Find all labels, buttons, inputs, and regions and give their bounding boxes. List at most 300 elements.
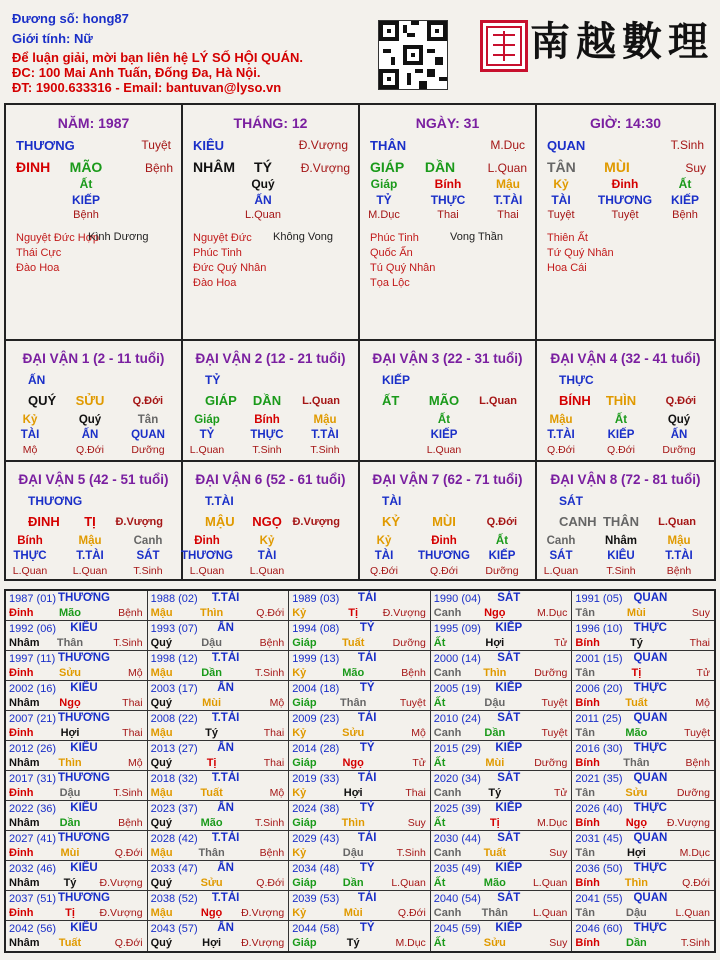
year-cell [289, 681, 431, 711]
year-god: THƯƠNG [58, 772, 110, 784]
year-label: 2007 (21) [9, 713, 57, 725]
hidden-stem: Mậu [667, 535, 691, 547]
hidden-status: Tuyệt [611, 209, 639, 221]
year-god: KIÊU [70, 742, 98, 754]
year-cell [6, 711, 148, 741]
year-branch: Mão [625, 727, 648, 739]
year-branch: Thân [481, 907, 508, 919]
year-branch: Thìn [624, 877, 648, 889]
year-cell [148, 621, 290, 651]
pillar-stem: TÂN [547, 159, 576, 175]
year-status: Đ.Vượng [99, 907, 143, 919]
year-branch: Tị [348, 607, 359, 619]
year-god: KIẾP [495, 682, 523, 694]
star-item: Đức Quý Nhân [193, 262, 267, 274]
year-branch: Dần [626, 937, 647, 949]
year-status: Thai [263, 757, 285, 769]
year-cell [6, 621, 148, 651]
year-god: QUAN [633, 652, 668, 664]
year-status: Tử [696, 667, 710, 679]
year-label: 2011 (25) [575, 713, 622, 725]
hidden-stem: Mậu [496, 177, 520, 191]
year-god: TỶ [359, 802, 375, 814]
year-status: T.Sinh [113, 637, 143, 649]
dai-van-god: SÁT [559, 494, 583, 508]
year-cell [572, 861, 714, 891]
dai-van-god: ẤN [28, 373, 46, 387]
pillar-branch: TÝ [254, 159, 272, 175]
dai-van-stem: MẬU [205, 514, 235, 529]
year-status: Bệnh [401, 667, 426, 679]
year-cell [289, 801, 431, 831]
year-stem: Đinh [9, 907, 34, 919]
year-label: 2034 (48) [292, 863, 340, 875]
year-label: 2042 (56) [9, 923, 57, 935]
dai-van-branch: DẦN [252, 393, 282, 408]
hidden-status: L.Quan [244, 209, 282, 221]
year-cell [6, 831, 148, 861]
year-god: KIÊU [70, 802, 98, 814]
year-branch: Tuất [341, 637, 365, 649]
gender: Giới tính: Nữ [12, 31, 93, 46]
hidden-stem: Nhâm [605, 535, 637, 547]
year-status: Q.Đới [114, 937, 143, 949]
year-status: L.Quan [391, 877, 426, 889]
pillar-branch: DẦN [424, 159, 456, 175]
pillar-god: QUAN [547, 138, 586, 153]
year-branch: Hợi [343, 787, 363, 799]
year-stem: Bính [575, 697, 600, 709]
year-cell [431, 891, 573, 921]
year-label: 1997 (11) [9, 653, 56, 665]
year-status: Bệnh [685, 757, 710, 769]
year-god: T.TÀI [211, 772, 240, 784]
year-status: T.Sinh [255, 667, 285, 679]
hidden-god: SÁT [549, 550, 573, 562]
year-stem: Đinh [9, 667, 34, 679]
hidden-status: Q.Đới [547, 444, 575, 456]
star-item: Quốc Ấn [370, 247, 413, 259]
year-god: THỰC [633, 802, 667, 814]
address: ĐC: 100 Mai Anh Tuấn, Đống Đa, Hà Nội. [12, 65, 261, 80]
hidden-stem: Mậu [313, 414, 337, 426]
year-god: THỰC [633, 742, 667, 754]
year-status: Bệnh [259, 847, 285, 859]
hidden-status: T.Sinh [133, 565, 163, 577]
dai-van-title: ĐẠI VẬN 8 (72 - 81 tuổi) [550, 472, 701, 487]
year-label: 2013 (27) [150, 743, 198, 755]
year-god: ẤN [217, 862, 234, 874]
dai-van-3 [360, 341, 537, 460]
year-cell [431, 831, 573, 861]
year-label: 2030 (44) [433, 833, 481, 845]
star-item: Hoa Cái [547, 262, 587, 274]
year-cell [289, 831, 431, 861]
star-item: Thái Cực [16, 247, 62, 259]
year-label: 1998 (12) [150, 653, 198, 665]
dai-van-grid [4, 341, 716, 581]
year-cell [6, 801, 148, 831]
year-cell [6, 891, 148, 921]
year-branch: Ngọ [200, 907, 223, 919]
year-status: Mộ [128, 667, 143, 679]
hidden-god: SÁT [136, 550, 160, 562]
year-branch: Tuất [483, 847, 506, 859]
year-label: 2046 (60) [575, 923, 623, 935]
year-god: SÁT [497, 592, 521, 604]
year-label: 2029 (43) [292, 833, 340, 845]
dai-van-title: ĐẠI VẬN 4 (32 - 41 tuổi) [550, 351, 701, 366]
year-branch: Mùi [202, 697, 222, 709]
star-item: Tứ Quý Nhân [547, 247, 614, 259]
pillar-0 [6, 105, 183, 339]
year-label: 1999 (13) [292, 653, 340, 665]
year-god: KIÊU [70, 622, 98, 634]
year-god: ẤN [217, 682, 234, 694]
hidden-god: T.TÀI [493, 193, 523, 207]
year-stem: Ất [433, 697, 446, 709]
year-status: Suy [549, 937, 568, 949]
year-stem: Quý [150, 937, 172, 949]
year-god: TÀI [357, 652, 377, 664]
star-item: Phúc Tinh [193, 247, 242, 259]
year-label: 2019 (33) [292, 773, 340, 785]
year-stem: Giáp [292, 937, 317, 949]
hidden-status: Q.Đới [430, 565, 458, 577]
pillar-status: Đ.Vượng [298, 138, 348, 152]
year-cell [289, 741, 431, 771]
hidden-status: L.Quan [249, 565, 285, 577]
year-label: 2027 (41) [9, 833, 57, 845]
dai-van-1 [6, 341, 183, 460]
year-stem: Giáp [292, 877, 317, 889]
hidden-stem: Bính [254, 414, 280, 426]
year-label: 2001 (15) [575, 653, 623, 665]
dai-van-stem: BÍNH [559, 393, 591, 408]
year-cell [572, 681, 714, 711]
year-branch: Tý [205, 727, 219, 739]
year-status: Mộ [695, 697, 710, 709]
year-stem: Giáp [292, 757, 317, 769]
year-status: Tuyệt [399, 697, 426, 709]
year-branch: Ngọ [342, 757, 364, 769]
hidden-status: Thai [437, 209, 459, 221]
year-status: Thai [122, 727, 143, 739]
year-cell [431, 921, 573, 951]
dai-van-status: L.Quan [479, 395, 517, 407]
year-branch: Tý [346, 937, 360, 949]
hidden-stem: Canh [546, 535, 576, 547]
year-status: Q.Đới [256, 607, 285, 619]
year-label: 2014 (28) [292, 743, 340, 755]
year-god: KIẾP [495, 742, 523, 754]
year-branch: Tị [65, 907, 75, 919]
hidden-status: Q.Đới [370, 565, 398, 577]
year-status: Tuyệt [541, 727, 568, 739]
hidden-status: L.Quan [12, 565, 48, 577]
year-label: 1990 (04) [433, 593, 481, 605]
star-item: Kình Dương [88, 231, 149, 243]
hidden-god: ẤN [670, 429, 688, 441]
year-branch: Ngọ [59, 697, 81, 709]
dai-van-stem: QUÝ [28, 393, 57, 408]
hidden-god: THỰC [13, 550, 47, 562]
dai-van-title: ĐẠI VẬN 2 (12 - 21 tuổi) [195, 351, 346, 366]
year-branch: Sửu [625, 787, 648, 799]
hidden-stem: Đinh [611, 177, 639, 191]
pillar-1 [183, 105, 360, 339]
year-branch: Tý [629, 637, 643, 649]
year-branch: Thìn [483, 667, 507, 679]
year-label: 2000 (14) [433, 653, 481, 665]
hidden-stem: Kỷ [22, 414, 38, 426]
year-cell [572, 891, 714, 921]
hidden-stem: Canh [133, 535, 163, 547]
year-label: 2004 (18) [292, 683, 340, 695]
dai-van-branch: SỬU [75, 393, 105, 408]
year-god: THƯƠNG [58, 892, 110, 904]
year-status: Đ.Vượng [382, 607, 426, 619]
year-branch: Mão [483, 877, 506, 889]
pillar-status: T.Sinh [670, 138, 704, 152]
year-status: Thai [122, 697, 143, 709]
year-stem: Tân [575, 607, 595, 619]
year-stem: Mậu [150, 607, 173, 619]
year-label: 2043 (57) [150, 923, 198, 935]
hidden-stem: Ất [678, 177, 692, 191]
year-cell [148, 651, 290, 681]
year-stem: Kỷ [292, 847, 307, 859]
contact-note: Để luận giải, mời bạn liên hệ LÝ SỐ HỘI QUÁN. [12, 50, 303, 65]
year-god: TỶ [359, 682, 375, 694]
seal-stamp-icon [480, 20, 528, 72]
year-stem: Nhâm [9, 877, 40, 889]
year-label: 2023 (37) [150, 803, 198, 815]
year-branch: Thân [198, 847, 225, 859]
hidden-stem: Kỷ [553, 177, 569, 191]
hidden-stem: Kỷ [259, 535, 275, 547]
hidden-god: T.TÀI [76, 550, 104, 562]
dai-van-2 [183, 341, 360, 460]
year-cell [572, 621, 714, 651]
year-cell [289, 891, 431, 921]
year-stem: Nhâm [9, 817, 40, 829]
hidden-stem: Kỷ [376, 535, 392, 547]
year-branch: Thân [56, 637, 84, 649]
year-stem: Quý [150, 757, 172, 769]
year-god: THỰC [633, 622, 667, 634]
year-status: Thai [689, 637, 710, 649]
hidden-status: Bệnh [73, 209, 99, 221]
year-branch: Ngọ [484, 607, 506, 619]
year-branch: Hợi [60, 727, 80, 739]
year-branch: Hợi [626, 847, 646, 859]
dai-van-branch: MÙI [432, 514, 456, 529]
year-status: Tử [412, 757, 426, 769]
dai-van-stem: KỶ [382, 514, 401, 529]
year-stem: Ất [433, 877, 446, 889]
star-item: Đào Hoa [193, 277, 237, 289]
year-label: 2024 (38) [292, 803, 340, 815]
hidden-status: Dưỡng [131, 444, 165, 456]
pillar-status: Tuyệt [141, 138, 171, 152]
year-branch: Tuất [200, 787, 223, 799]
hidden-status: L.Quan [543, 565, 579, 577]
year-branch: Dần [59, 817, 81, 829]
year-label: 2005 (19) [433, 683, 481, 695]
stars-list-neutral [450, 231, 503, 243]
hidden-stem: Giáp [370, 177, 398, 191]
year-branch: Sửu [483, 937, 506, 949]
year-stem: Kỷ [292, 667, 307, 679]
year-cell [572, 771, 714, 801]
pillar-title: THÁNG: 12 [233, 115, 308, 131]
pillar-title: NGÀY: 31 [415, 115, 480, 131]
dai-van-6 [183, 460, 360, 579]
hidden-god: KIẾP [607, 429, 635, 441]
year-status: Suy [691, 607, 710, 619]
year-stem: Canh [433, 667, 462, 679]
hidden-god: QUAN [131, 429, 165, 441]
phone-email: ĐT: 1900.633316 - Email: bantuvan@lyso.vn [12, 80, 282, 95]
year-label: 2039 (53) [292, 893, 340, 905]
hidden-stem: Đinh [194, 535, 220, 547]
year-label: 1989 (03) [292, 593, 340, 605]
hidden-status: Q.Đới [76, 444, 104, 456]
year-cell [431, 621, 573, 651]
year-stem: Ất [433, 757, 446, 769]
year-god: T.TÀI [211, 832, 240, 844]
year-label: 2009 (23) [292, 713, 340, 725]
year-cell [289, 771, 431, 801]
pillar-branch-status: Đ.Vượng [300, 161, 350, 175]
year-god: KIẾP [495, 622, 523, 634]
year-branch: Sửu [342, 727, 365, 739]
four-pillars [4, 103, 716, 341]
pillar-title: GIỜ: 14:30 [589, 115, 662, 131]
year-stem: Kỷ [292, 727, 307, 739]
hidden-status: Bệnh [666, 565, 692, 577]
star-item: Đào Hoa [16, 262, 60, 274]
hidden-stem: Ất [495, 535, 509, 547]
pillar-god: KIÊU [193, 138, 225, 153]
year-status: M.Dục [537, 607, 568, 619]
year-label: 1991 (05) [575, 593, 623, 605]
year-label: 2015 (29) [433, 743, 481, 755]
year-status: Tử [553, 787, 568, 799]
dai-van-status: Q.Đới [486, 516, 517, 528]
hidden-status: T.Sinh [252, 444, 282, 456]
dai-van-status: Đ.Vượng [292, 516, 340, 528]
pillar-title: NĂM: 1987 [57, 115, 130, 131]
year-god: ẤN [217, 802, 234, 814]
year-stem: Ất [433, 937, 446, 949]
year-label: 2017 (31) [9, 773, 57, 785]
year-status: Q.Đới [682, 877, 710, 889]
year-cell [572, 921, 714, 951]
pillar-stem: NHÂM [193, 159, 235, 175]
year-stem: Ất [433, 637, 446, 649]
year-cell [148, 891, 290, 921]
year-cell [148, 921, 290, 951]
year-cell [148, 741, 290, 771]
year-cell [572, 591, 714, 621]
year-branch: Hợi [202, 937, 222, 949]
hidden-status: Dưỡng [662, 444, 696, 456]
year-status: M.Dục [537, 817, 568, 829]
dai-van-title: ĐẠI VẬN 6 (52 - 61 tuổi) [195, 472, 346, 487]
year-stem: Nhâm [9, 697, 40, 709]
year-cell [431, 681, 573, 711]
dai-van-god: THƯƠNG [28, 494, 83, 508]
qr-code-icon[interactable] [378, 20, 448, 90]
year-stem: Quý [150, 877, 172, 889]
hidden-status: T.Sinh [310, 444, 340, 456]
year-status: Tử [553, 637, 568, 649]
year-label: 2018 (32) [150, 773, 198, 785]
year-label: 2016 (30) [575, 743, 623, 755]
hidden-god: KIẾP [670, 193, 700, 207]
year-label: 2032 (46) [9, 863, 57, 875]
year-stem: Tân [575, 847, 595, 859]
year-stem: Đinh [9, 787, 34, 799]
year-label: 2044 (58) [292, 923, 340, 935]
dai-van-branch: THÂN [602, 514, 640, 529]
star-item: Tú Quý Nhân [370, 262, 436, 274]
year-label: 2033 (47) [150, 863, 198, 875]
year-cell [572, 711, 714, 741]
year-label: 2010 (24) [433, 713, 481, 725]
year-branch: Mùi [343, 907, 363, 919]
year-stem: Tân [575, 727, 595, 739]
year-label: 1994 (08) [292, 623, 340, 635]
year-branch: Mùi [60, 847, 80, 859]
hidden-status: L.Quan [426, 444, 462, 456]
year-status: Mộ [269, 787, 285, 799]
year-stem: Tân [575, 787, 595, 799]
year-cell [289, 921, 431, 951]
year-god: TỶ [359, 862, 375, 874]
hidden-god: TÀI [20, 429, 40, 441]
year-god: T.TÀI [211, 652, 240, 664]
hidden-god: KIẾP [430, 429, 458, 441]
stars-list [193, 231, 266, 291]
year-label: 2021 (35) [575, 773, 623, 785]
year-cell [148, 771, 290, 801]
stars-list [16, 231, 99, 276]
year-cell [6, 771, 148, 801]
star-item: Phúc Tinh [370, 232, 419, 244]
star-item: Không Vong [273, 231, 333, 243]
year-status: T.Sinh [396, 847, 426, 859]
year-branch: Tý [63, 877, 77, 889]
year-status: M.Dục [395, 937, 426, 949]
year-god: TỶ [359, 742, 375, 754]
year-label: 2025 (39) [433, 803, 481, 815]
year-god: TÀI [357, 772, 377, 784]
pillar-branch: MÃO [69, 159, 103, 175]
dai-van-status: Đ.Vượng [115, 516, 163, 528]
year-god: KIẾP [495, 922, 523, 934]
stars-list-neutral [88, 231, 148, 243]
year-stem: Tân [575, 907, 595, 919]
year-cell [148, 591, 290, 621]
stars-list [547, 231, 614, 276]
hidden-status: Mộ [22, 444, 38, 456]
pillar-stem: GIÁP [370, 159, 405, 175]
hidden-god: T.TÀI [311, 429, 339, 441]
year-status: T.Sinh [113, 787, 143, 799]
